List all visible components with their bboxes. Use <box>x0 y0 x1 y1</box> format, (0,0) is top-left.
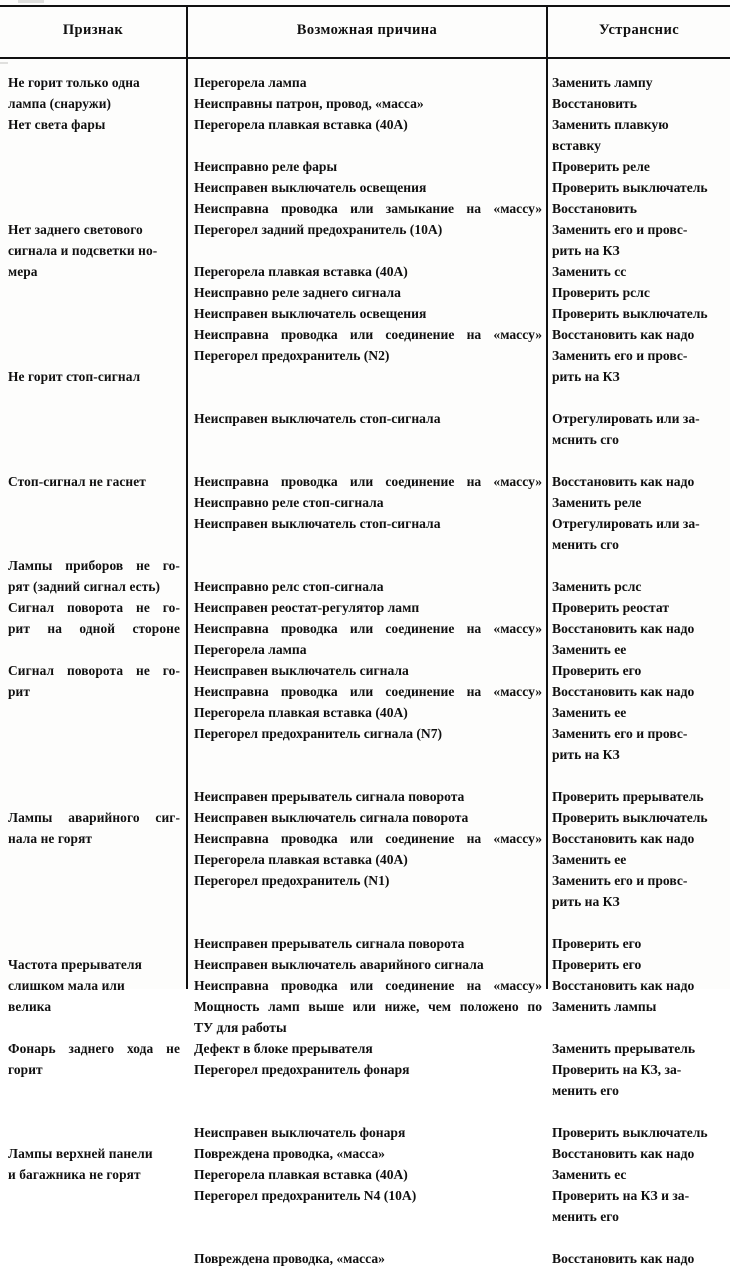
symptom-line: Нет заднего светового <box>8 222 143 237</box>
symptom-line: мера <box>8 264 38 279</box>
symptom-line: Стоп-сигнал не гаснет <box>8 474 146 489</box>
remedy-line: Проверить реле <box>552 159 650 174</box>
remedy-line: Восстановить как надо <box>552 327 695 342</box>
column-header-remedy: Устранснис <box>598 22 680 38</box>
remedy-line: Проверить на КЗ, за- <box>552 1062 682 1077</box>
remedy-line: Проверить его <box>552 957 642 972</box>
remedy-line: Заменить плавкую <box>552 117 669 132</box>
remedy-line: Восстановить как надо <box>552 978 695 993</box>
symptom-line: Не горит только одна <box>8 75 140 90</box>
remedy-line: Заменить его и провс- <box>552 873 688 888</box>
remedy-line: Заменить рслс <box>552 579 642 594</box>
remedy-line: менить его <box>552 1209 619 1224</box>
table-header-row <box>0 5 730 57</box>
column-symptom <box>8 72 180 1185</box>
cause-line: Неисправна проводка или соединение на «массу» <box>194 621 542 636</box>
remedy-line: Заменить его и провс- <box>552 348 688 363</box>
symptom-line: Лампы аварийного сиг- <box>8 810 180 825</box>
cause-line: Неисправна проводка или соединение на «массу» <box>194 684 542 699</box>
symptom-line: нала не горят <box>8 831 93 846</box>
remedy-line: Восстановить как надо <box>552 1251 695 1266</box>
symptom-line: сигнала и подсветки но- <box>8 243 158 258</box>
remedy-line: Восстановить как надо <box>552 684 695 699</box>
symptom-line: рят (задний сигнал есть) <box>8 579 161 594</box>
cause-line: Перегорел предохранитель (N2) <box>194 348 390 363</box>
cause-line: ТУ для работы <box>194 1020 287 1035</box>
remedy-line: Проверить выключатель <box>552 1125 708 1140</box>
cause-line: Неисправен выключатель сигнала <box>194 663 409 678</box>
cause-line: Неисправна проводка или соединение на «массу» <box>194 327 542 342</box>
remedy-line: Проверить на КЗ и за- <box>552 1188 690 1203</box>
cause-line: Неисправны патрон, провод, «масса» <box>194 96 424 111</box>
remedy-line: Проверить выключатель <box>552 306 708 321</box>
cause-line: Перегорел предохранитель фонаря <box>194 1062 410 1077</box>
symptom-line: Нет света фары <box>8 117 106 132</box>
symptom-line: велика <box>8 999 52 1014</box>
cause-line: Неисправно реле стоп-сигнала <box>194 495 384 510</box>
cause-line: Неисправен выключатель стоп-сигнала <box>194 411 441 426</box>
cause-line: Неисправен выключатель фонаря <box>194 1125 406 1140</box>
remedy-line: Восстановить как надо <box>552 474 695 489</box>
cause-line: Перегорела лампа <box>194 75 307 90</box>
remedy-line: рить на КЗ <box>552 369 620 384</box>
cause-line: Неисправен выключатель аварийного сигнала <box>194 957 484 972</box>
remedy-line: Проверить рслс <box>552 285 650 300</box>
cause-line: Перегорела лампа <box>194 642 307 657</box>
symptom-line: Лампы приборов не го- <box>8 558 180 573</box>
remedy-line: рить на КЗ <box>552 747 620 762</box>
symptom-line: и багажника не горят <box>8 1167 141 1182</box>
remedy-line: Отрегулировать или за- <box>552 411 700 426</box>
remedy-line: рить на КЗ <box>552 243 620 258</box>
cause-line: Перегорела плавкая вставка (40А) <box>194 264 408 279</box>
scan-artifact <box>18 0 44 3</box>
column-divider-1 <box>186 5 188 989</box>
cause-line: Мощность ламп выше или ниже, чем положено по <box>194 999 542 1014</box>
remedy-line: мснить сго <box>552 432 619 447</box>
cause-line: Неисправно реле фары <box>194 159 338 174</box>
symptom-line: Частота прерывателя <box>8 957 142 972</box>
cause-line: Дефект в блоке прерывателя <box>194 1041 373 1056</box>
cause-line: Повреждена проводка, «масса» <box>194 1251 385 1266</box>
cause-line: Неисправен выключатель освещения <box>194 306 427 321</box>
remedy-line: Проверить его <box>552 663 642 678</box>
remedy-line: Проверить прерыватель <box>552 789 704 804</box>
symptom-line: слишком мала или <box>8 978 125 993</box>
symptom-line: рит <box>8 684 31 699</box>
symptom-line: Сигнал поворота не го- <box>8 600 180 615</box>
cause-line: Неисправна проводка или замыкание на «массу» <box>194 201 542 216</box>
cause-line: Неисправен прерыватель сигнала поворота <box>194 936 465 951</box>
cause-line: Перегорела плавкая вставка (40А) <box>194 852 408 867</box>
cause-line: Неисправен реостат-регулятор ламп <box>194 600 420 615</box>
remedy-line: вставку <box>552 138 601 153</box>
remedy-line: Проверить выключатель <box>552 180 708 195</box>
remedy-line: Восстановить как надо <box>552 621 695 636</box>
column-header-symptom: Признак <box>62 22 124 38</box>
remedy-line: менить сго <box>552 537 619 552</box>
cause-line: Перегорела плавкая вставка (40А) <box>194 117 408 132</box>
cause-line: Неисправно релс стоп-сигнала <box>194 579 384 594</box>
cause-line: Перегорел предохранитель N4 (10А) <box>194 1188 417 1203</box>
remedy-line: Восстановить как надо <box>552 1146 695 1161</box>
cause-line: Неисправна проводка или соединение на «массу» <box>194 474 542 489</box>
remedy-line: рить на КЗ <box>552 894 620 909</box>
remedy-line: Заменить его и провс- <box>552 222 688 237</box>
symptom-line: Сигнал поворота не го- <box>8 663 180 678</box>
cause-line: Неисправен выключатель сигнала поворота <box>194 810 469 825</box>
remedy-line: Заменить лампу <box>552 75 653 90</box>
remedy-line: Восстановить как надо <box>552 831 695 846</box>
cause-line: Перегорела плавкая вставка (40А) <box>194 705 408 720</box>
symptom-line: Лампы верхней панели <box>8 1146 153 1161</box>
remedy-line: Заменить ее <box>552 705 627 720</box>
cause-line: Неисправна проводка или соединение на «массу» <box>194 978 542 993</box>
cause-line: Неисправен прерыватель сигнала поворота <box>194 789 465 804</box>
symptom-line: Не горит стоп-сигнал <box>8 369 141 384</box>
symptom-line: рит на одной стороне <box>8 621 180 636</box>
cause-line: Неисправен выключатель освещения <box>194 180 427 195</box>
scan-artifact <box>0 62 8 64</box>
cause-line: Неисправен выключатель стоп-сигнала <box>194 516 441 531</box>
remedy-line: Отрегулировать или за- <box>552 516 700 531</box>
cause-line: Перегорел задний предохранитель (10А) <box>194 222 443 237</box>
remedy-line: Заменить его и провс- <box>552 726 688 741</box>
remedy-line: Заменить ес <box>552 1167 627 1182</box>
column-remedy <box>552 72 728 1269</box>
cause-line: Перегорел предохранитель сигнала (N7) <box>194 726 443 741</box>
remedy-line: Проверить его <box>552 936 642 951</box>
symptom-line: Фонарь заднего хода не <box>8 1041 180 1056</box>
table-header-rule <box>0 57 730 59</box>
column-header-cause: Возможная причина <box>296 22 438 38</box>
column-divider-2 <box>546 5 548 989</box>
cause-line: Перегорела плавкая вставка (40А) <box>194 1167 408 1182</box>
remedy-line: менить его <box>552 1083 619 1098</box>
cause-line: Повреждена проводка, «масса» <box>194 1146 385 1161</box>
remedy-line: Восстановить <box>552 201 637 216</box>
remedy-line: Заменить ее <box>552 852 627 867</box>
remedy-line: Восстановить <box>552 96 637 111</box>
symptom-line: лампа (снаружи) <box>8 96 112 111</box>
remedy-line: Проверить реостат <box>552 600 670 615</box>
cause-line: Неисправно реле заднего сигнала <box>194 285 401 300</box>
remedy-line: Заменить прерыватель <box>552 1041 696 1056</box>
cause-line: Неисправна проводка или соединение на «массу» <box>194 831 542 846</box>
remedy-line: Проверить выключатель <box>552 810 708 825</box>
cause-line: Перегорел предохранитель (N1) <box>194 873 390 888</box>
remedy-line: Заменить лампы <box>552 999 657 1014</box>
symptom-line: горит <box>8 1062 43 1077</box>
remedy-line: Заменить сс <box>552 264 627 279</box>
remedy-line: Заменить ее <box>552 642 627 657</box>
column-cause <box>194 72 542 1269</box>
remedy-line: Заменить реле <box>552 495 642 510</box>
